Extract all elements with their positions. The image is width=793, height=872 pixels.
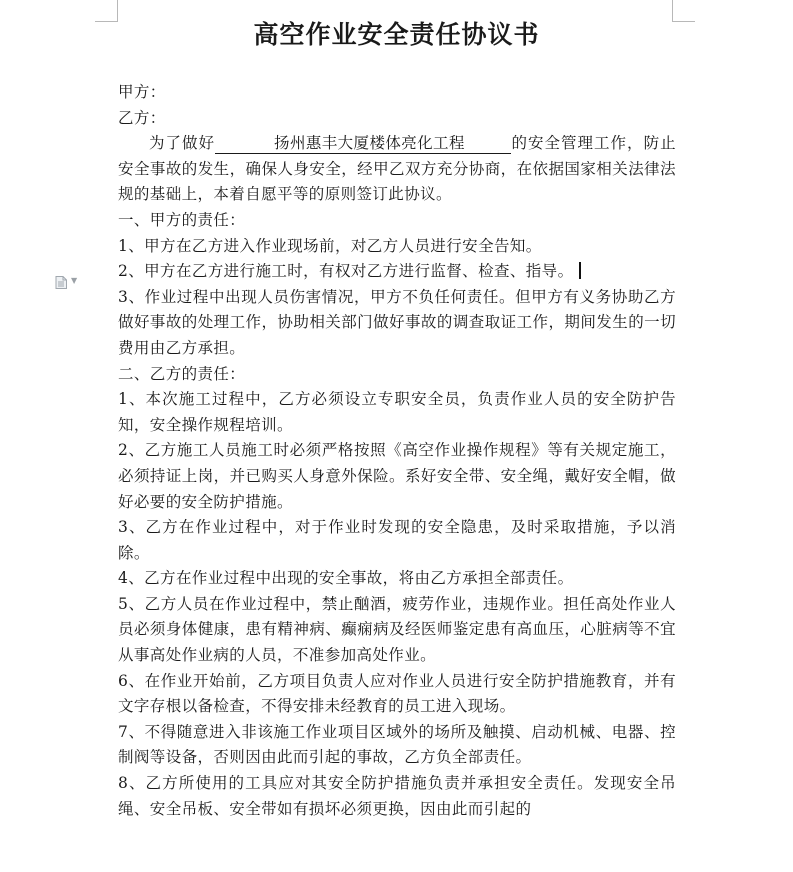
party-a-line: 甲方： (118, 83, 166, 101)
document-body[interactable] (118, 80, 676, 822)
document-paste-icon[interactable] (55, 274, 67, 287)
section-b-item: 6、在作业开始前，乙方项目负责人应对作业人员进行安全防护措施教育，并有文字存根以备检查，不得安排未经教育的员工进入现场。 (118, 671, 676, 716)
section-a-item-text: 2、甲方在乙方进行施工时，有权对乙方进行监督、检查、指导。 (118, 262, 574, 281)
section-b-item: 1、本次施工过程中，乙方必须设立专职安全员，负责作业人员的安全防护告知，安全操作规程培训。 (118, 390, 676, 434)
section-a-item: 1、甲方在乙方进入作业现场前，对乙方人员进行安全告知。 (118, 236, 542, 255)
section-a-heading: 一、甲方的责任： (118, 210, 246, 229)
project-name: 扬州惠丰大厦楼体亮化工程 (274, 134, 465, 153)
project-name-field[interactable] (215, 133, 511, 154)
party-b-line: 乙方： (118, 108, 166, 127)
intro-prefix: 为了做好 (149, 134, 216, 153)
section-b-item: 3、乙方在作业过程中，对于作业时发现的安全隐患，及时采取措施，予以消除。 (118, 518, 676, 562)
section-a-item: 3、作业过程中出现人员伤害情况，甲方不负任何责任。但甲方有义务协助乙方做好事故的处理工作，协助相关部门做好事故的调查取证工作，期间发生的一切费用由乙方承担。 (118, 287, 676, 357)
intro-paragraph (118, 131, 676, 208)
section-a-item (118, 259, 676, 285)
section-b-item: 5、乙方人员在作业过程中，禁止酗酒，疲劳作业，违规作业。担任高处作业人员必须身体健康，患有精神病、癫痫病及经医师鉴定患有高血压，心脏病等不宜从事高处作业病的人员，不准参加高处作业。 (118, 594, 676, 665)
chevron-down-icon[interactable]: ▼ (71, 276, 78, 285)
section-b-item: 4、乙方在作业过程中出现的安全事故，将由乙方承担全部责任。 (118, 569, 574, 588)
section-b-item: 8、乙方所使用的工具应对其安全防护措施负责并承担安全责任。发现安全吊绳、安全吊板、安全带如有损坏必须更换，因由此而引起的 (118, 774, 676, 818)
section-b-item: 2、乙方施工人员施工时必须严格按照《高空作业操作规程》等有关规定施工，必须持证上岗，并已购买人身意外保险。系好安全带、安全绳，戴好安全帽，做好必要的安全防护措施。 (118, 441, 676, 511)
section-b-item: 7、不得随意进入非该施工作业项目区域外的场所及触摸、启动机械、电器、控制阀等设备，否则因由此而引起的事故，乙方负全部责任。 (118, 722, 676, 767)
section-b-heading: 二、乙方的责任： (118, 364, 246, 383)
document-title: 高空作业安全责任协议书 (253, 20, 540, 49)
intro-suffix: 的安全管理工作，防止安全事故的发生，确保人身安全，经甲乙双方充分协商，在依据国家相关法律法规的基础上，本着自愿平等的原则签订此协议。 (118, 134, 676, 204)
text-cursor (579, 262, 581, 279)
